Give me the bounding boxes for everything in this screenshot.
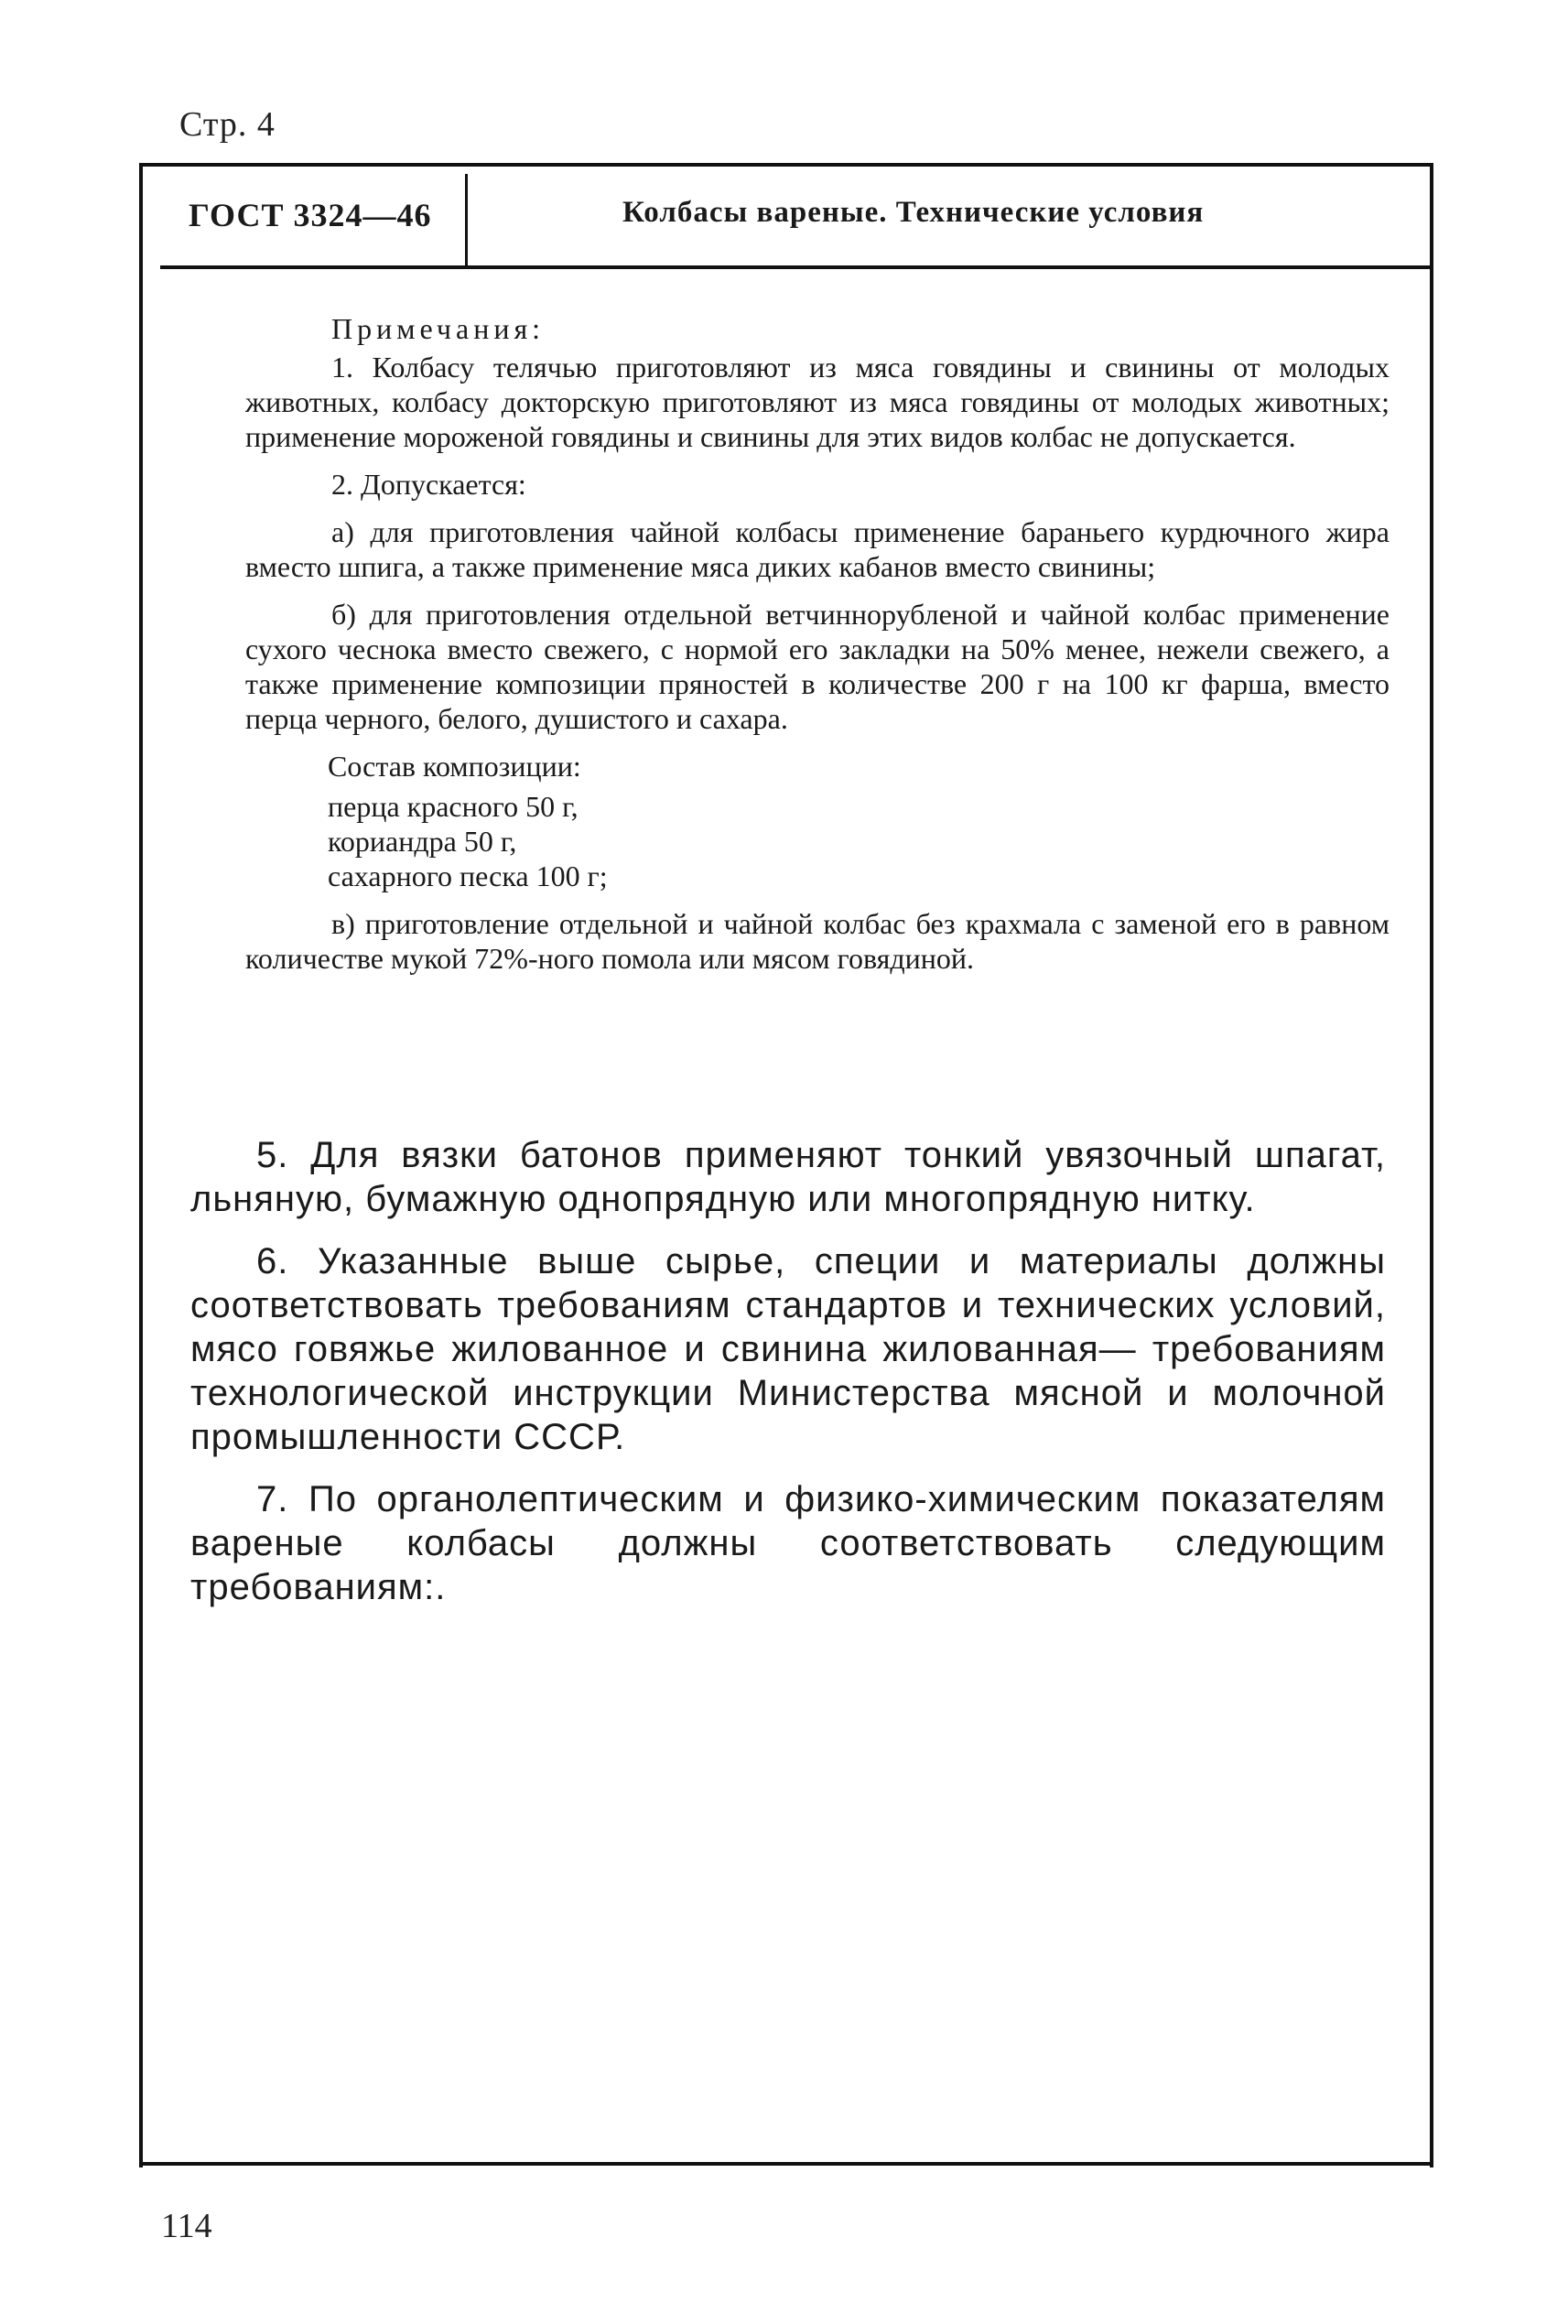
bottom-rule (139, 2162, 1433, 2166)
note-2-lead: 2. Допускается: (331, 468, 526, 501)
page-number: 114 (161, 2207, 212, 2245)
document-title: Колбасы вареные. Технические условия (622, 196, 1205, 229)
header-divider (465, 174, 468, 265)
paragraph-6: 6. Указанные выше сырье, специи и материалы должны соответствовать требованиям стандартов и технических условий, мясо говяжье жилованное и свинина жилованная— требованиям технологической инструкции Министерства мясной и молочной промышленности СССР. (190, 1241, 1386, 1457)
composition-block (245, 749, 1390, 893)
composition-lead: Состав композиции: (328, 750, 581, 783)
main-text (190, 1133, 1386, 1627)
top-rule (139, 163, 1433, 167)
note-2-item-a: а) для приготовления чайной колбасы применение бараньего курдючного жира вместо шпига, а также применение мяса диких кабанов вместо свинины; (245, 515, 1390, 583)
standard-number: ГОСТ 3324—46 (189, 197, 432, 233)
paragraph-5: 5. Для вязки батонов применяют тонкий увязочный шпагат, льняную, бумажную однопрядную или многопрядную нитку. (190, 1135, 1386, 1219)
note-2-item-b: б) для приготовления отдельной ветчиннорубленой и чайной колбас применение сухого чеснока вместо свежего, с нормой его закладки на 50% менее, нежели свежего, а также применение композиции пряностей в количестве 200 г на 100 кг фарша, вместо перца черного, белого, душистого и сахара. (245, 598, 1390, 735)
header-rule (160, 265, 1433, 269)
notes-section (245, 311, 1390, 989)
page-label: Стр. 4 (179, 105, 276, 144)
composition-item: сахарного песка 100 г; (328, 859, 608, 892)
composition-item: кориандра 50 г, (328, 825, 517, 858)
note-1: 1. Колбасу телячью приготовляют из мяса говядины и свинины от молодых животных, колбасу докторскую приготовляют из мяса говядины от молодых животных; применение мороженой говядины и свинины для этих видов колбас не допускается. (245, 351, 1390, 453)
notes-title: Примечания: (331, 312, 546, 345)
composition-item: перца красного 50 г, (328, 790, 579, 823)
note-2-item-v: в) приготовление отдельной и чайной колбас без крахмала с заменой его в равном количестве мукой 72%-ного помола или мясом говядиной. (245, 907, 1390, 975)
paragraph-7: 7. По органолептическим и физико-химическим показателям вареные колбасы должны соответствовать следующим требованиям:. (190, 1479, 1386, 1607)
